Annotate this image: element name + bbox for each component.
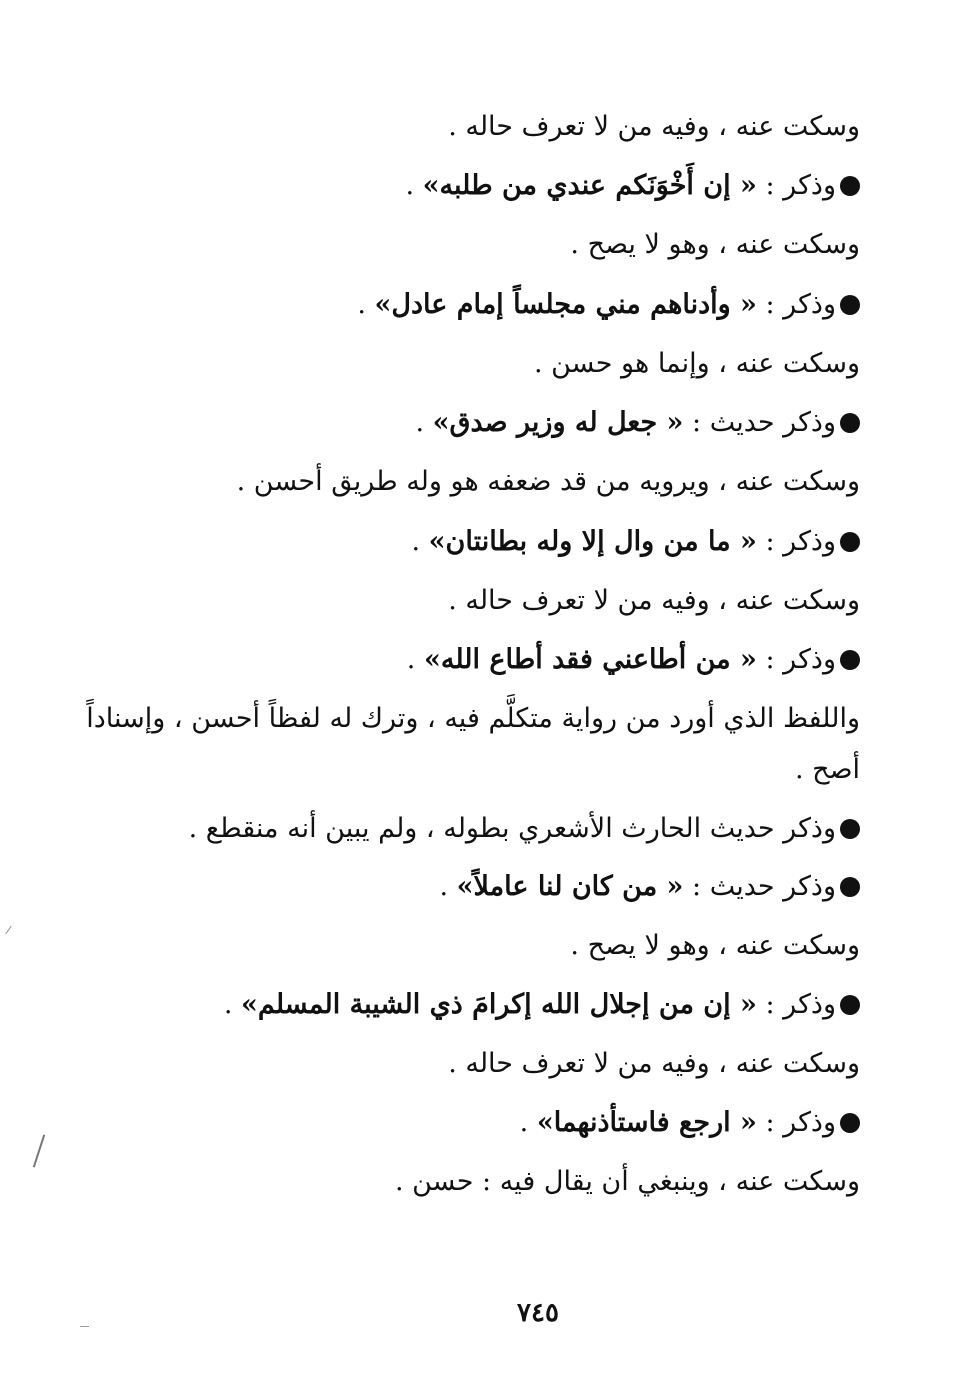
line-lead: وذكر : [756,644,836,675]
scan-mark [5,926,12,935]
bullet-icon [840,819,860,839]
hadith-quote: « ما من وال إلا وله بطانتان» [428,526,757,557]
bullet-line [357,285,860,325]
bullet-icon [840,995,860,1015]
hadith-quote: « جعل له وزير صدق» [432,407,684,438]
line-tail: . [519,1107,537,1138]
text-line: وسكت عنه ، وهو لا يصح . [570,930,860,961]
line-lead: وذكر : [756,526,836,557]
page-number: ٧٤٥ [517,1298,559,1328]
scan-mark [33,1135,45,1168]
line-lead: وذكر حديث : [683,407,836,438]
bullet-icon [840,877,860,897]
text-line: وسكت عنه ، وينبغي أن يقال فيه : حسن . [394,1166,860,1197]
bullet-icon [840,532,860,552]
bullet-line [411,522,860,562]
hadith-quote: « من أطاعني فقد أطاع الله» [423,644,757,675]
line-tail: . [357,289,375,320]
bullet-line [224,985,860,1025]
bullet-icon [840,413,860,433]
text-line: واللفظ الذي أورد من رواية متكلَّم فيه ، وترك له لفظاً أحسن ، وإسناداً [86,703,860,734]
bullet-line [407,640,860,680]
text-line: وسكت عنه ، وإنما هو حسن . [533,348,860,379]
hadith-quote: « إن من إجلال الله إكرامَ ذي الشيبة المسلم» [241,989,757,1020]
line-text: وذكر حديث الحارث الأشعري بطوله ، ولم يبين أنه منقطع . [188,813,836,844]
bullet-icon [840,1113,860,1133]
bullet-line [189,809,860,849]
text-line: وسكت عنه ، وفيه من لا تعرف حاله . [448,1048,860,1079]
scan-mark [80,1326,89,1327]
bullet-line [520,1103,860,1143]
text-line: وسكت عنه ، وهو لا يصح . [570,229,860,260]
line-tail: . [411,526,429,557]
hadith-quote: « من كان لنا عاملاً» [456,871,684,902]
line-tail: . [223,989,242,1020]
text-line: وسكت عنه ، وفيه من لا تعرف حاله . [448,111,860,142]
hadith-quote: « وأدناهم مني مجلساً إمام عادل» [374,289,757,320]
line-lead: وذكر : [756,289,836,320]
line-tail: . [405,170,423,201]
bullet-line [416,403,861,443]
line-lead: وذكر : [756,1107,836,1138]
hadith-quote: « إن أَخْوَنَكم عندي من طلبه» [422,170,757,201]
hadith-quote: « ارجع فاستأذنهما» [536,1107,757,1138]
text-line: وسكت عنه ، وفيه من لا تعرف حاله . [448,585,860,616]
line-tail: . [439,871,457,902]
text-line: أصح . [794,754,860,785]
text-line: وسكت عنه ، ويرويه من قد ضعفه هو وله طريق أحسن . [236,466,860,497]
bullet-icon [840,176,860,196]
line-tail: . [406,644,424,675]
line-lead: وذكر حديث : [683,871,836,902]
line-lead: وذكر : [756,170,836,201]
bullet-line [406,166,861,206]
bullet-line [439,867,860,907]
line-tail: . [415,407,433,438]
line-lead: وذكر : [756,989,836,1020]
bullet-icon [840,650,860,670]
bullet-icon [840,295,860,315]
